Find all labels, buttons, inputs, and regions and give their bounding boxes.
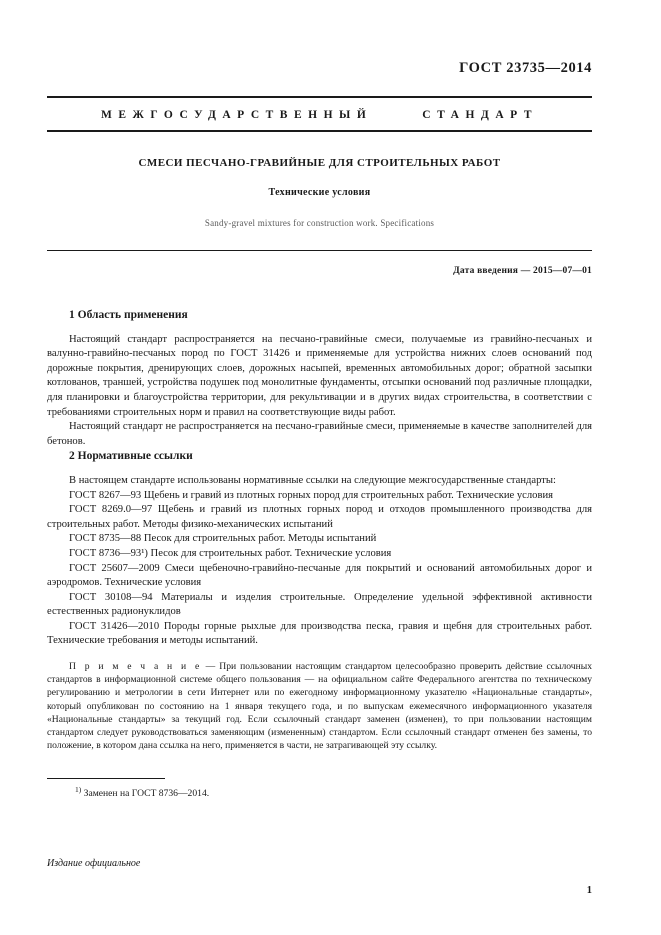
section-1-paragraph-1: Настоящий стандарт распространяется на песчано-гравийные смеси, получаемые из гравийно-песчаных и валунно-гравийно-песчаных пород по ГОСТ 31426 и применяемые для устройства нижних слоев оснований под дорожные покрытия, дренирующих слоев, дорожных насыпей, временных автомобильных дорог; обратной засыпки котлованов, траншей, устройства подушек под монолитные фундаменты, отсыпки оснований под различные площадки, для планировки и благоустройства территории, для рекультивации и в других видах строительства, в соответствии с требованиями строительных норм и правил на соответствующие виды работ. (47, 333, 592, 418)
introduction-date: Дата введения — 2015—07—01 (453, 266, 592, 276)
interstate-word: МЕЖГОСУДАРСТВЕННЫЙ (101, 109, 373, 121)
note-block (47, 660, 592, 752)
reference-item: ГОСТ 8735—88 Песок для строительных работ. Методы испытаний (69, 533, 377, 545)
document-subtitle: Технические условия (268, 187, 371, 198)
note-text: — При пользовании настоящим стандартом целесообразно проверить действие ссылочных стандартов в информационной системе общего пользования — на официальном сайте Федерального агентства по техническому регулированию и метрологии в сети Интернет или по ежегодному информационному указателю «Национальные стандарты», который опубликован по состоянию на 1 января текущего года, и по выпускам ежемесячного информационного указателя «Национальные стандарты» за текущий год. Если ссылочный стандарт заменен (изменен), то при пользовании настоящим стандартом следует руководствоваться заменяющим (измененным) стандартом. Если ссылочный стандарт отменен без замены, то положение, в котором дана ссылка на него, применяется в части, не затрагивающей эту ссылку. (47, 661, 593, 752)
section-2-paragraph-1: В настоящем стандарте использованы нормативные ссылки на следующие межгосударственные стандарты: (69, 474, 556, 486)
document-body (47, 308, 592, 752)
reference-item: ГОСТ 25607—2009 Смеси щебеночно-гравийно-песчаные для покрытий и оснований автомобильных дорог и аэродромов. Технические условия (47, 562, 592, 589)
standard-number: ГОСТ 23735—2014 (459, 60, 592, 76)
edition-label: Издание официальное (47, 858, 141, 869)
reference-item: ГОСТ 30108—94 Материалы и изделия строительные. Определение удельной эффективной активности естественных радионуклидов (47, 591, 592, 618)
section-heading-2: 2 Нормативные ссылки (69, 450, 193, 463)
reference-item: ГОСТ 31426—2010 Породы горные рыхлые для производства песка, гравия и щебня для строительных работ. Технические требования и методы испытаний. (47, 620, 592, 647)
page-title: СМЕСИ ПЕСЧАНО-ГРАВИЙНЫЕ ДЛЯ СТРОИТЕЛЬНЫХ РАБОТ (138, 157, 501, 169)
footnote-divider (47, 778, 165, 779)
page-content (47, 0, 592, 800)
footnote-text: Заменен на ГОСТ 8736—2014. (81, 788, 210, 800)
section-1-paragraph-2: Настоящий стандарт не распространяется на песчано-гравийные смеси, применяемые в качестве заполнителей для бетонов. (47, 421, 592, 447)
reference-item: ГОСТ 8269.0—97 Щебень и гравий из плотных горных пород и отходов промышленного производства для строительных работ. Методы физико-механических испытаний (47, 504, 592, 530)
section-heading-1: 1 Область применения (69, 309, 188, 321)
standard-word: СТАНДАРТ (422, 109, 538, 121)
note-label: П р и м е ч а н и е (69, 661, 202, 673)
footnote (47, 785, 592, 799)
reference-item: ГОСТ 8267—93 Щебень и гравий из плотных горных пород для строительных работ. Технические условия (69, 489, 554, 501)
footnote-marker: 1) (75, 785, 82, 795)
title-divider (47, 250, 592, 251)
document-title-english: Sandy-gravel mixtures for construction work. Specifications (204, 218, 435, 228)
page-number: 1 (586, 885, 592, 896)
reference-item: ГОСТ 8736—93¹) Песок для строительных работ. Технические условия (69, 547, 392, 559)
interstate-standard-banner (47, 96, 592, 132)
